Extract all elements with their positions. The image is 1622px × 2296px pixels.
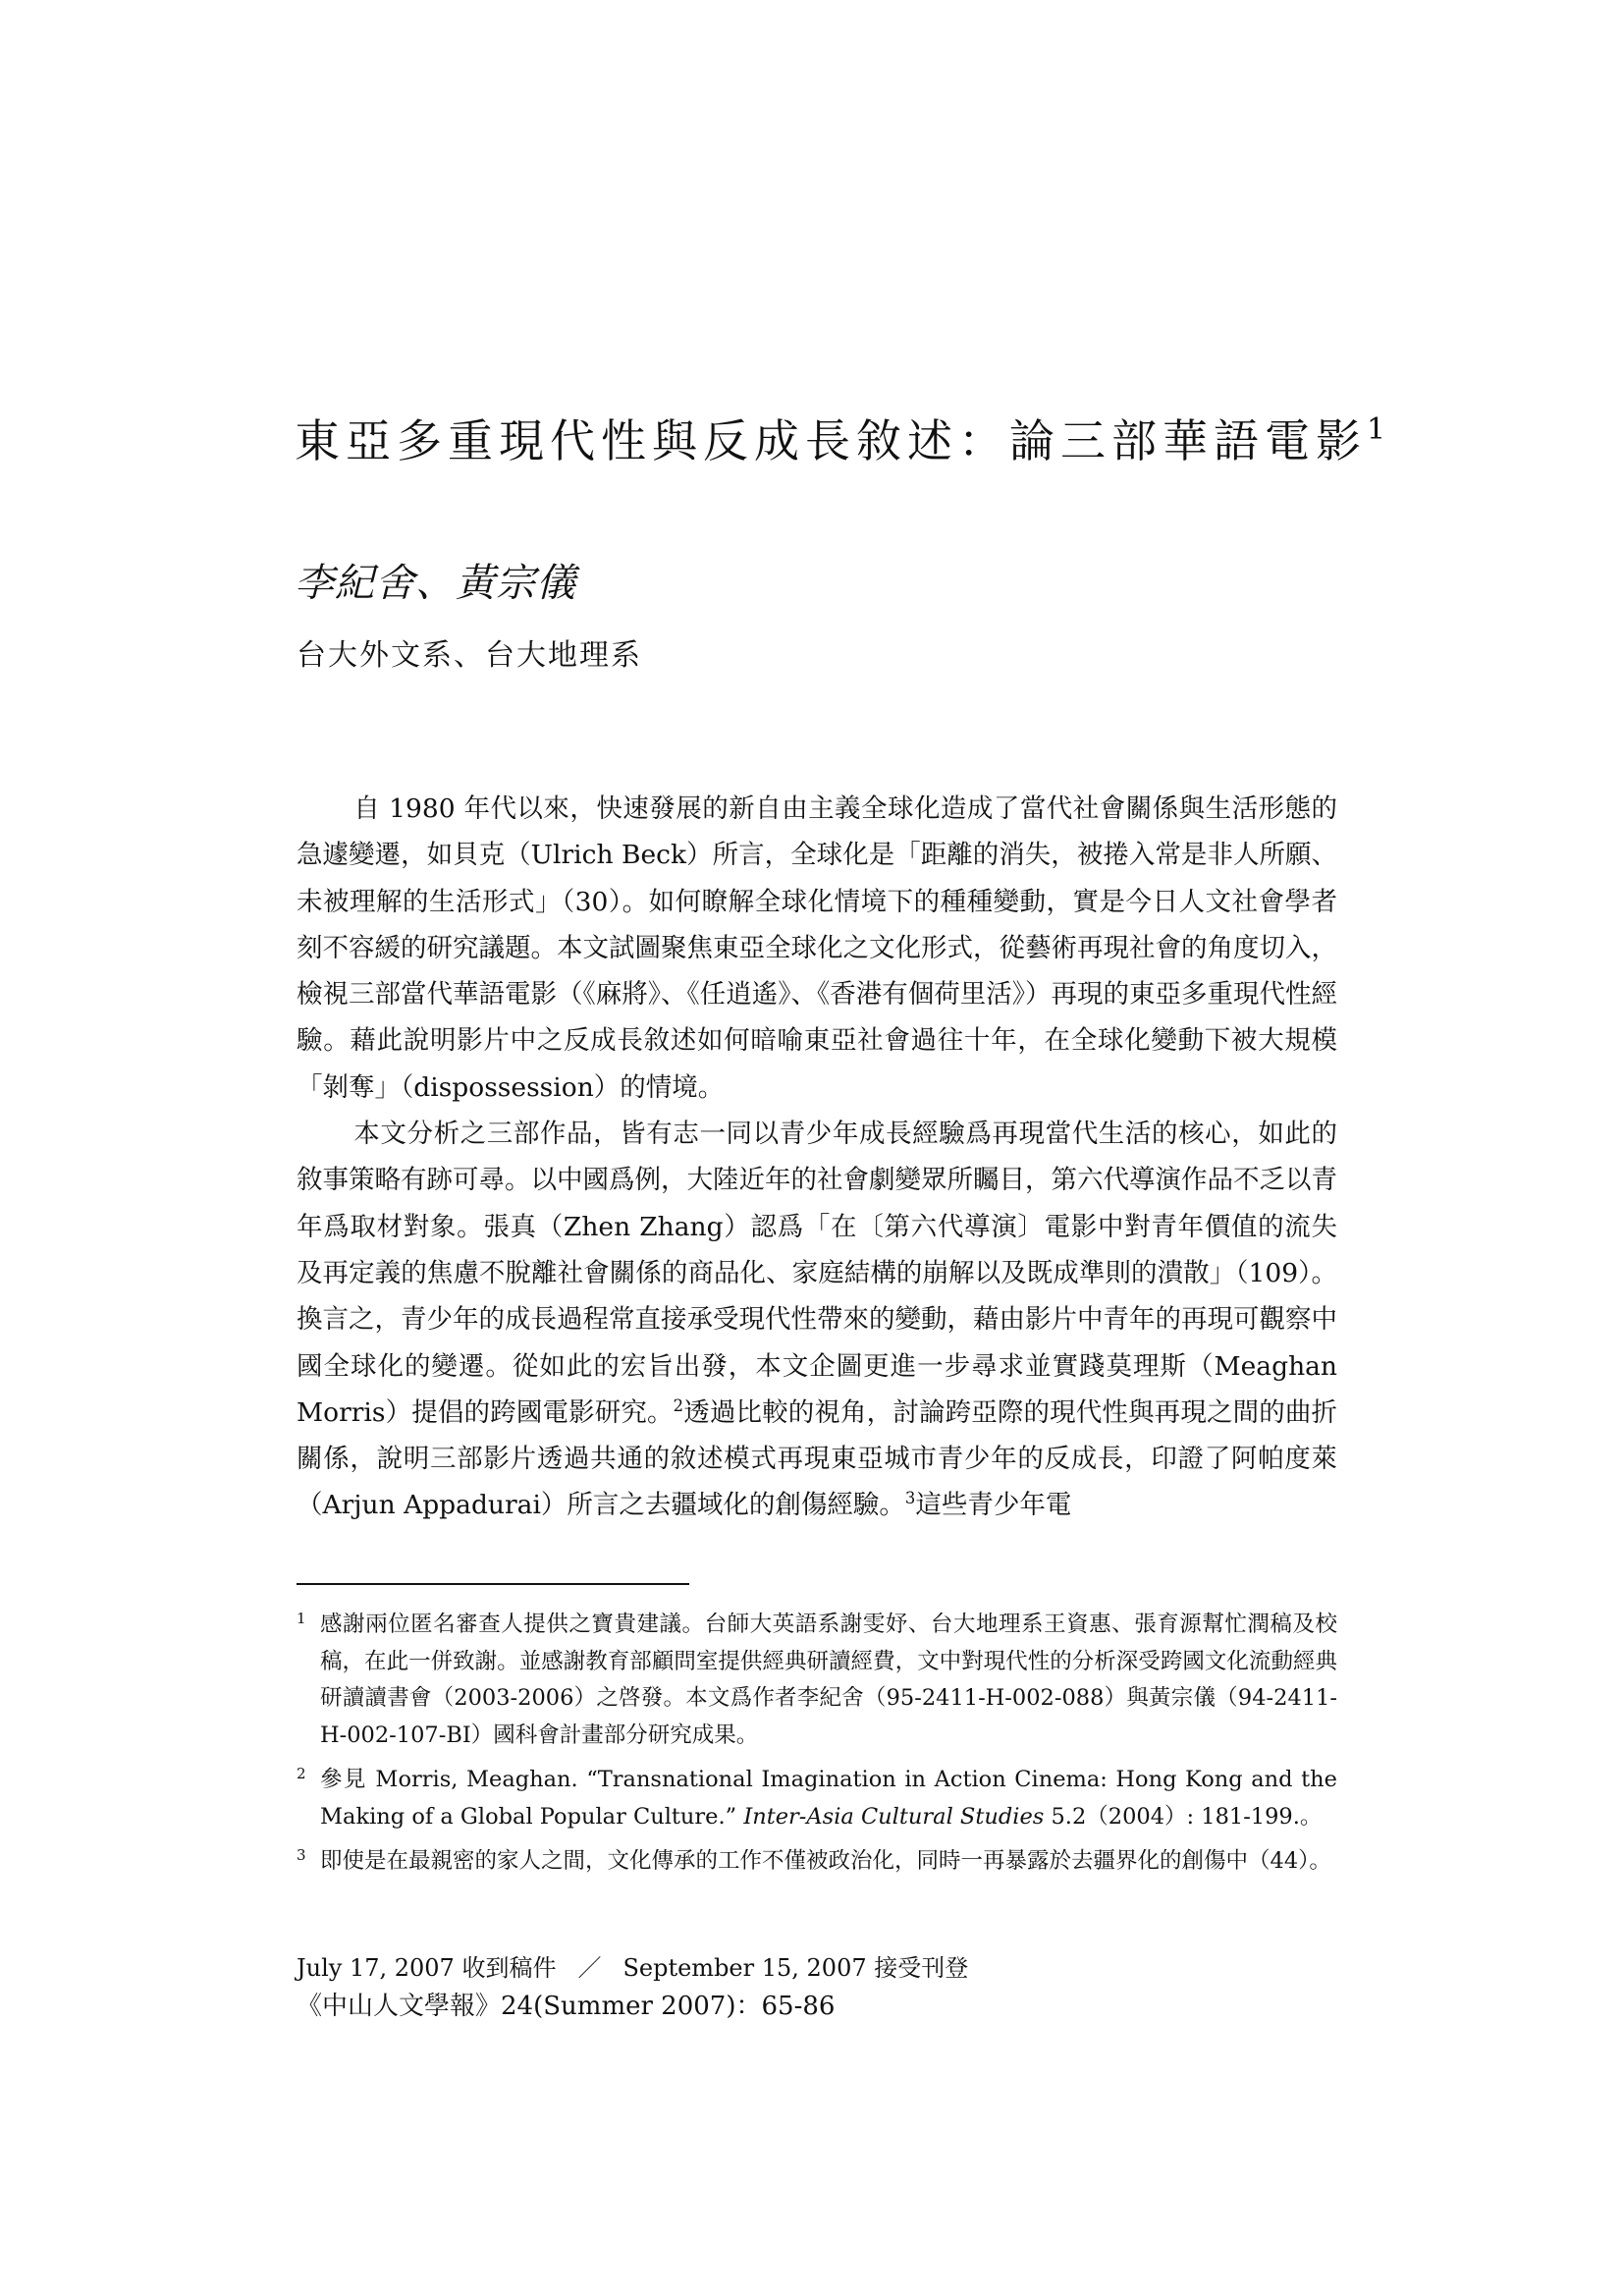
paragraph-2	[297, 1111, 1337, 1529]
paragraph-2-part-a: 本文分析之三部作品，皆有志一同以青少年成長經驗爲再現當代生活的核心，如此的敘事策略有跡可尋。以中國爲例，大陸近年的社會劇變眾所矚目，第六代導演作品不乏以青年爲取材對象。張真（Zhen Zhang）認爲「在〔第六代導演〕電影中對青年價值的流失及再定義的焦慮不脫離社會關係的商品化、家庭結構的崩解以及既成準則的潰散」（109）。換言之，青少年的成長過程常直接承受現代性帶來的變動，藉由影片中青年的再現可觀察中國全球化的變遷。從如此的宏旨出發，本文企圖更進一步尋求並實踐莫理斯（Meaghan Morris）提倡的跨國電影研究。	[297, 1119, 1337, 1428]
footnote-number: 3	[297, 1846, 306, 1864]
journal-title-italic: Inter-Asia Cultural Studies	[743, 1803, 1045, 1830]
article-body	[297, 786, 1337, 1529]
article-title	[295, 412, 1386, 471]
paragraph-2-part-b: 透過比較的視角，討論跨亞際的現代性與再現之間的曲折關係，說明三部影片透過共通的敘述模式再現東亞城市青少年的反成長，印證了阿帕度萊（Arjun Appadurai）所言之去疆域化的創傷經驗。	[297, 1396, 1338, 1521]
footnote-ref-3[interactable]: 3	[904, 1489, 916, 1508]
footnote-text: 感謝兩位匿名審查人提供之寶貴建議。台師大英語系謝雯妤、台大地理系王資惠、張育源幫忙潤稿及校稿，在此一併致謝。並感謝教育部顧問室提供經典研讀經費，文中對現代性的分析深受跨國文化流動經典研讀讀書會（2003-2006）之啓發。本文爲作者李紀舍（95-2411-H-002-088）與黃宗儀（94-2411-H-002-107-BI）國科會計畫部分研究成果。	[320, 1612, 1337, 1748]
footnote-3	[297, 1843, 1337, 1881]
paragraph-1: 自 1980 年代以來，快速發展的新自由主義全球化造成了當代社會關係與生活形態的急遽變遷，如貝克（Ulrich Beck）所言，全球化是「距離的消失，被捲入常是非人所願、未被理解的生活形式」（30）。如何瞭解全球化情境下的種種變動，實是今日人文社會學者刻不容緩的研究議題。本文試圖聚焦東亞全球化之文化形式，從藝術再現社會的角度切入，檢視三部當代華語電影（《麻將》、《任逍遙》、《香港有個荷里活》）再現的東亞多重現代性經驗。藉此說明影片中之反成長敘述如何暗喻東亞社會過往十年，在全球化變動下被大規模「剝奪」（dispossession）的情境。	[297, 793, 1337, 1103]
paragraph-2-part-c: 這些青少年電	[915, 1490, 1072, 1521]
footnote-number: 1	[297, 1610, 306, 1627]
date-separator: ／	[577, 1954, 602, 1982]
footnote-ref-1[interactable]: 1	[1367, 412, 1386, 447]
journal-citation: 《中山人文學報》24(Summer 2007)：65-86	[297, 1992, 836, 2021]
footnote-ref-2[interactable]: 2	[673, 1396, 684, 1416]
footnote-text-end: 5.2（2004）: 181-199.。	[1044, 1803, 1323, 1830]
footnote-divider	[297, 1583, 689, 1585]
footnote-2	[297, 1762, 1337, 1835]
footnote-1	[297, 1607, 1337, 1754]
footnote-number: 2	[297, 1765, 306, 1782]
author-names: 李紀舍、黃宗儀	[295, 561, 576, 606]
submission-dates	[297, 1948, 968, 1983]
accepted-date: September 15, 2007 接受刊登	[622, 1954, 969, 1982]
article-title-text: 東亞多重現代性與反成長敘述：論三部華語電影	[295, 414, 1367, 467]
footnotes	[297, 1607, 1337, 1888]
footnote-text: 參見 Morris, Meaghan. “Transnational Imagination in Action Cinema: Hong Kong and the Making of a Global Popular Culture.”	[320, 1767, 1337, 1830]
footnote-text: 即使是在最親密的家人之間，文化傳承的工作不僅被政治化，同時一再暴露於去疆界化的創傷中（44）。	[320, 1848, 1331, 1874]
received-date: July 17, 2007 收到稿件	[297, 1954, 557, 1982]
author-affiliation: 台大外文系、台大地理系	[297, 638, 642, 673]
